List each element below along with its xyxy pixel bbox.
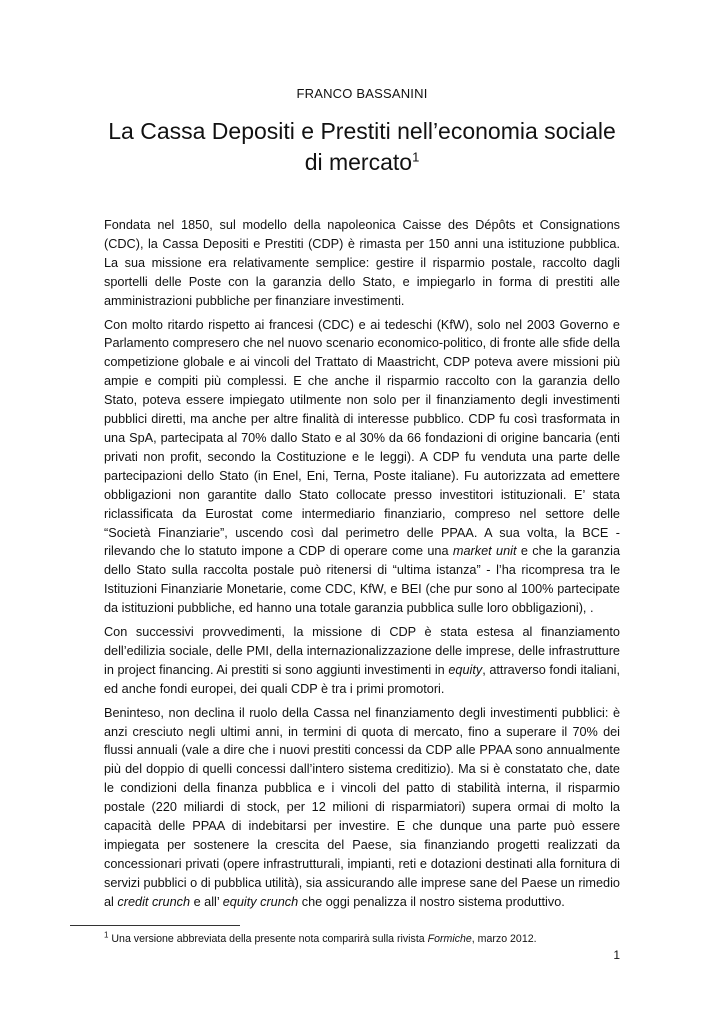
paragraph-4 [104,704,620,912]
paragraph-2-emphasis: market unit [452,544,517,559]
title-footnote-ref[interactable]: 1 [412,149,420,165]
footnote-emphasis: Formiche [427,933,472,945]
paragraph-4-text-a: Beninteso, non declina il ruolo della Cassa nel finanziamento degli investimenti pubblici: è anzi cresciuto negli ultimi anni, in termini di quota di mercato, fino a superare il 70% dei flussi annuali (vale a dire che i nuovi prestiti concessi da CDP alle PPAA sono annualmente più del doppio di quelli concessi dall’intero sistema creditizio). Ma si è constatato che, date le condizioni della finanza pubblica e i vincoli del patto di stabilità interna, il risparmio postale (220 miliardi di stock, per 12 milioni di risparmiatori) supera ormai di molto la capacità delle PPAA di indebitarsi per investire. E che dunque una parte può essere impiegata per sostenere la crescita del Paese, sia finanziando progetti realizzati da concessionari privati (opere infrastrutturali, impianti, reti e dotazioni destinati alla fornitura di servizi pubblici o di pubblica utilità), sia assicurando alle imprese sane del Paese un rimedio al [104,705,620,909]
footnote-text-a: Una versione abbreviata della presente nota comparirà sulla rivista [108,933,428,945]
title-text: La Cassa Depositi e Prestiti nell’economia sociale di mercato [108,118,616,175]
footnote-ref: 1 [104,930,109,940]
paragraph-2-text-a: Con molto ritardo rispetto ai francesi (CDC) e ai tedeschi (KfW), solo nel 2003 Governo e Parlamento compresero che nel nuovo scenario economico-politico, di fronte alle sfide della competizione globale e ai vincoli del Trattato di Maastricht, CDP poteva avere missioni più ampie e compiti più complessi. E che anche il risparmio raccolto con la garanzia dello Stato, poteva essere impiegato utilmente non solo per il finanziamento degli investimenti pubblici diretti, ma anche per altre finalità di interesse pubblico. CDP fu così trasformata in una SpA, partecipata al 70% dallo Stato e al 30% da 66 fondazioni di origine bancaria (enti privati non profit, secondo la Costituzione e le leggi). A CDP fu venduta una parte delle partecipazioni dello Stato (in Enel, Eni, Terna, Poste italiane). Fu autorizzata ad emettere obbligazioni non garantite dallo Stato collocate presso investitori istituzionali. E’ stata riclassificata da Eurostat come intermediario finanziario, compreso nel settore delle “Società Finanziarie”, uscendo così dal perimetro delle PPAA. A sua volta, la BCE - rilevando che lo statuto impone a CDP di operare come una [104,317,620,559]
paragraph-2-text-b: e che la garanzia dello Stato sulla raccolta postale può ritenersi di “ultima istanza” - l’ha ricompresa tra le Istituzioni Finanziarie Monetarie, come CDC, KfW, e BEI (che pur sono al 100% partecipate da istituzioni pubbliche, ed hanno una totale garanzia pubblica sulle loro obbligazioni), . [104,544,620,616]
page-number: 1 [613,948,620,962]
author-name: FRANCO BASSANINI [296,86,428,101]
paragraph-3-text-b: , attraverso fondi italiani, ed anche fondi europei, dei quali CDP è tra i primi promotori. [104,662,620,696]
paragraph-3-text-a: Con successivi provvedimenti, la missione di CDP è stata estesa al finanziamento dell’edilizia sociale, delle PMI, della internazionalizzazione delle imprese, delle infrastrutture in project financing. Ai prestiti si sono aggiunti investimenti in [104,625,620,677]
footnote [104,932,624,946]
page-title [100,116,624,178]
paragraph-4-text-b: e all’ [190,894,223,909]
paragraph-3-emphasis: equity [448,662,483,677]
footnote-text-b: , marzo 2012. [471,933,537,945]
paragraph-1: Fondata nel 1850, sul modello della napoleonica Caisse des Dépôts et Consignations (CDC), la Cassa Depositi e Prestiti (CDP) è rimasta per 150 anni una istituzione pubblica. La sua missione era relativamente semplice: gestire il risparmio postale, raccolto dagli sportelli delle Poste con la garanzia dello Stato, e impiegarlo in forma di prestiti alle amministrazioni pubbliche per finanziare investimenti. [104,218,620,308]
paragraph-2 [104,316,620,619]
paragraph-4-emphasis-a: credit crunch [117,894,191,909]
paragraph-4-emphasis-b: equity crunch [222,894,299,909]
paragraph-3 [104,623,620,699]
document-body [104,216,620,917]
footnote-divider [70,925,240,926]
paragraph-4-text-c: che oggi penalizza il nostro sistema produttivo. [298,894,565,909]
